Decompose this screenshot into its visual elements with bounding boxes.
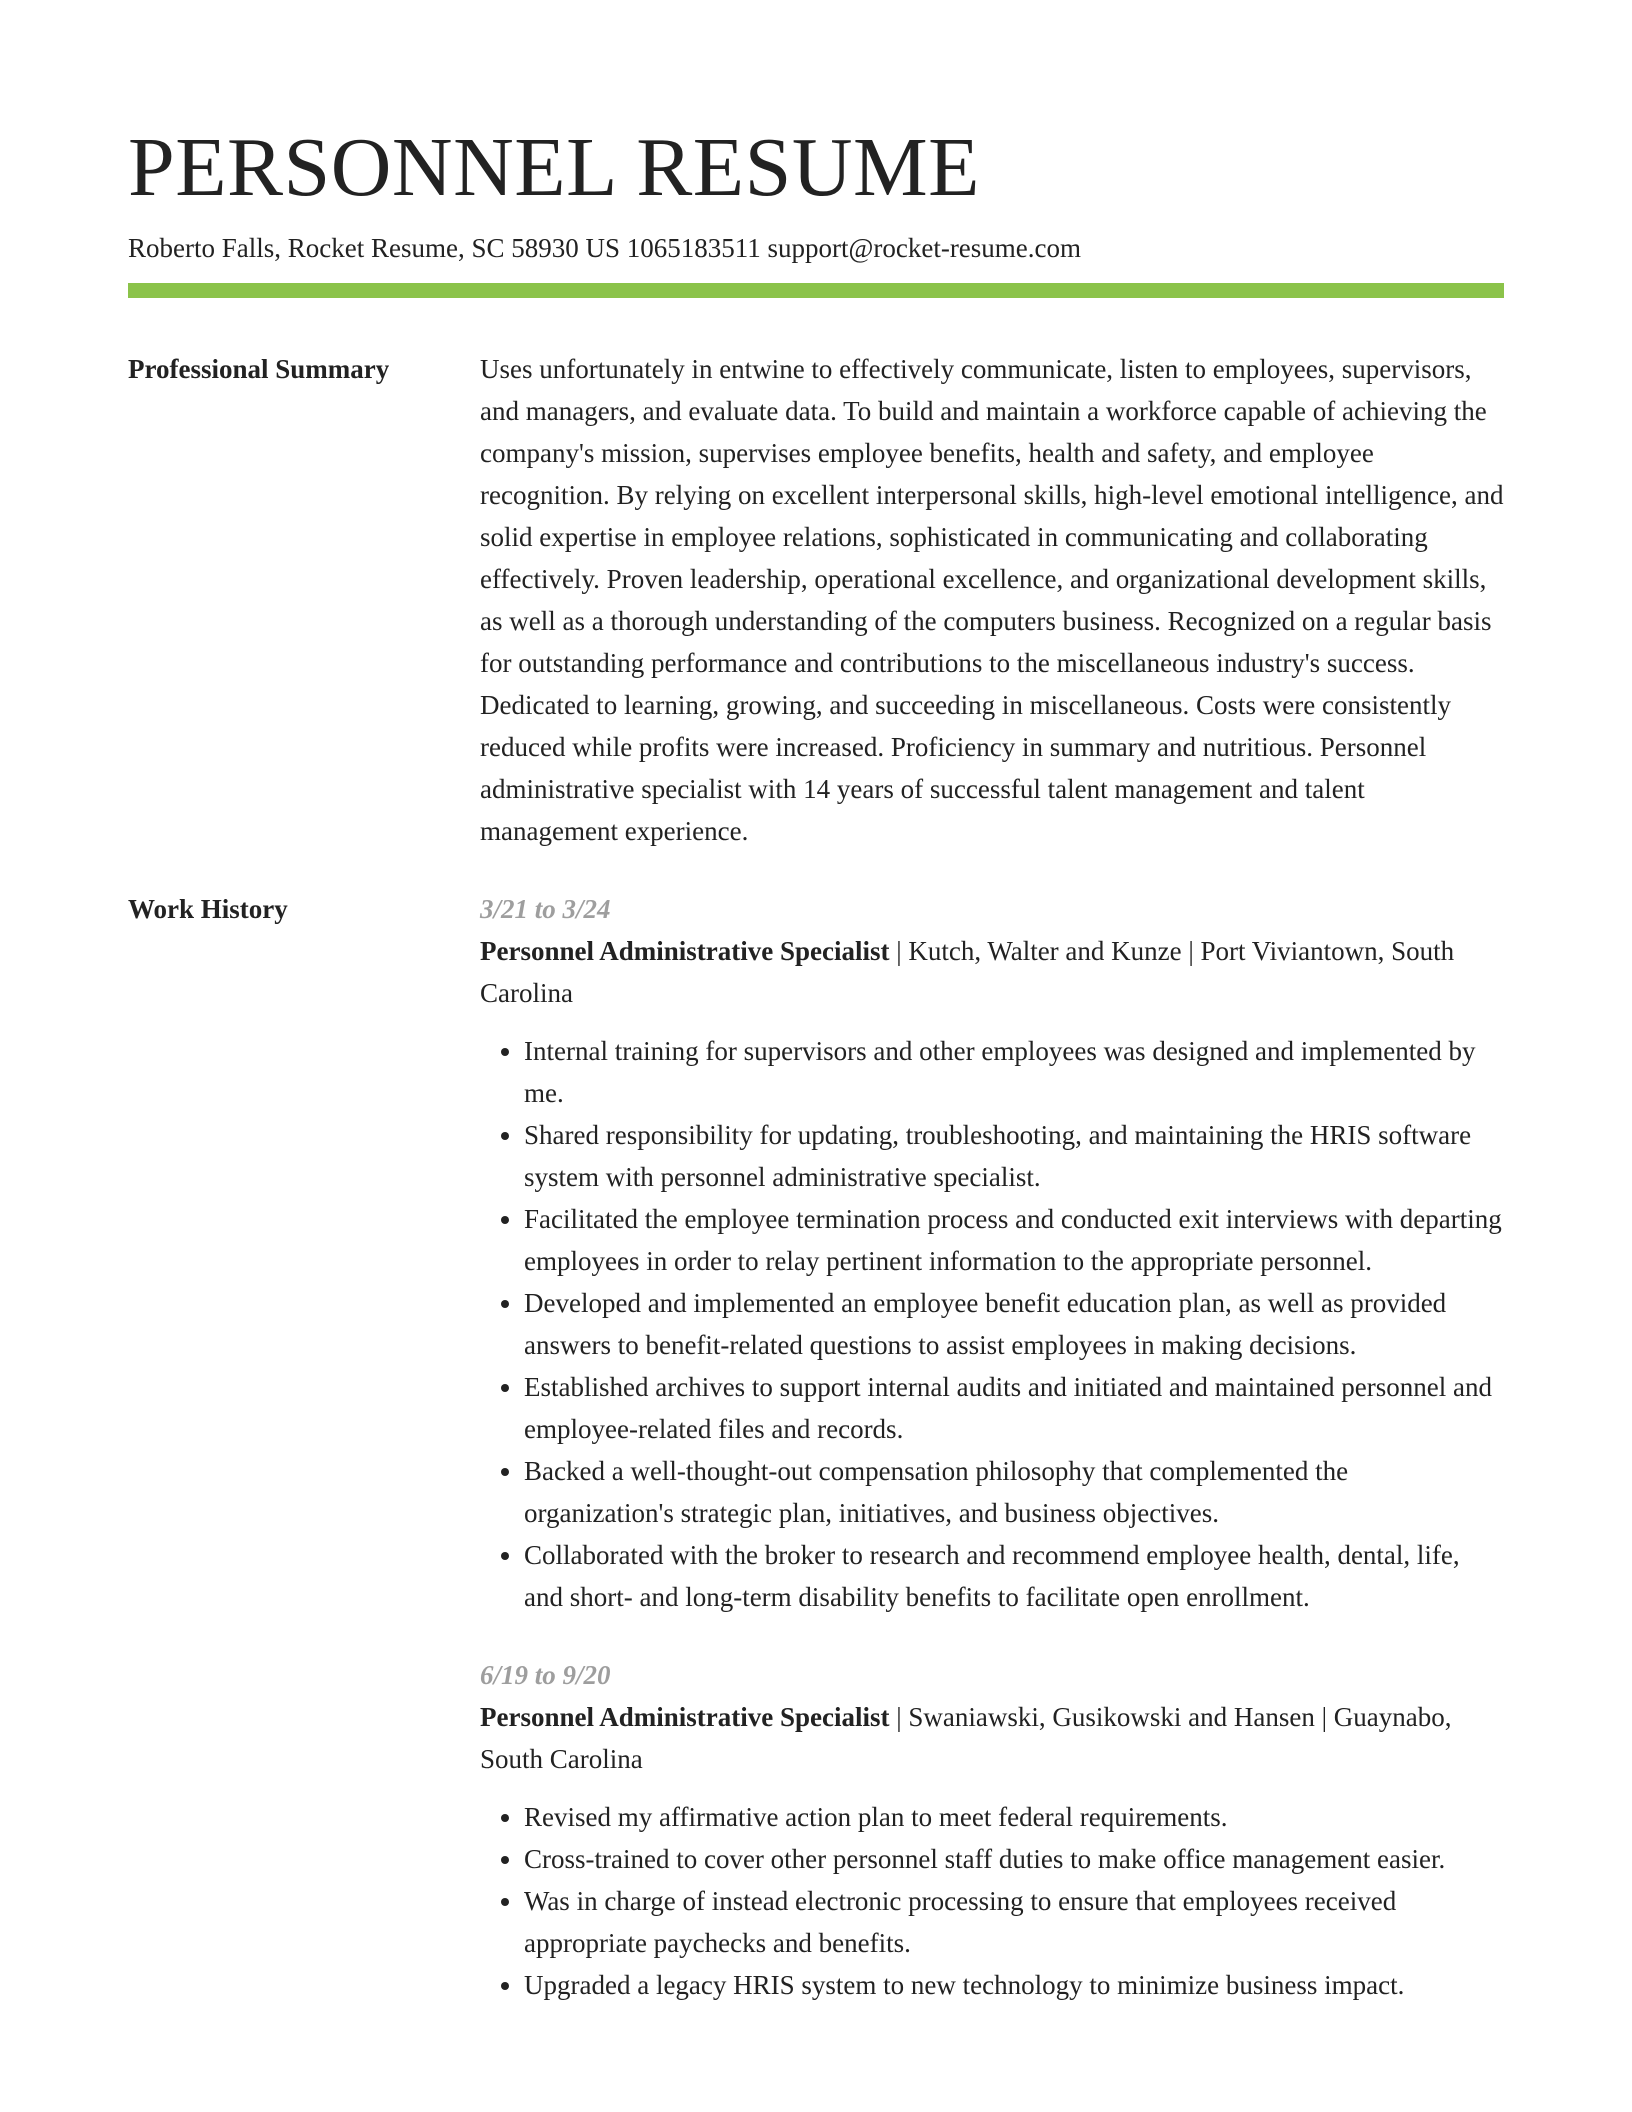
resume-page	[128, 118, 1504, 2042]
job-title: Personnel Administrative Specialist	[480, 1702, 890, 1732]
list-item: • Established archives to support internal audits and initiated and maintained personnel and employee-related files and records.	[524, 1366, 1504, 1450]
job-entry	[480, 888, 1504, 1618]
job-title-line	[480, 1696, 1504, 1780]
header-divider	[128, 283, 1504, 298]
list-item: • Backed a well-thought-out compensation philosophy that complemented the organization's strategic plan, initiatives, and business objectives.	[524, 1450, 1504, 1534]
section-label-work: Work History	[128, 894, 288, 924]
job-bullets	[480, 1030, 1504, 1618]
list-item: • Collaborated with the broker to research and recommend employee health, dental, life, and short- and long-term disability benefits to facilitate open enrollment.	[524, 1534, 1504, 1618]
job-dates: 3/21 to 3/24	[480, 894, 611, 924]
page-title: PERSONNEL RESUME	[128, 121, 980, 214]
job-details: | Kutch, Walter and Kunze | Port Viviantown, South Carolina	[480, 936, 1455, 1008]
work-history-section	[128, 888, 1504, 2042]
list-item: • Developed and implemented an employee benefit education plan, as well as provided answers to benefit-related questions to assist employees in making decisions.	[524, 1282, 1504, 1366]
list-item: • Internal training for supervisors and other employees was designed and implemented by me.	[524, 1030, 1504, 1114]
job-bullets	[480, 1796, 1504, 2006]
section-body-work	[480, 888, 1504, 2042]
list-item: • Shared responsibility for updating, troubleshooting, and maintaining the HRIS software system with personnel administrative specialist.	[524, 1114, 1504, 1198]
job-dates: 6/19 to 9/20	[480, 1660, 611, 1690]
list-item: • Upgraded a legacy HRIS system to new technology to minimize business impact.	[524, 1964, 1504, 2006]
summary-text: Uses unfortunately in entwine to effectively communicate, listen to employees, supervisors, and managers, and evaluate data. To build and maintain a workforce capable of achieving the company's mission, supervises employee benefits, health and safety, and employee recognition. By relying on excellent interpersonal skills, high-level emotional intelligence, and solid expertise in employee relations, sophisticated in communicating and collaborating effectively. Proven leadership, operational excellence, and organizational development skills, as well as a thorough understanding of the computers business. Recognized on a regular basis for outstanding performance and contributions to the miscellaneous industry's success. Dedicated to learning, growing, and succeeding in miscellaneous. Costs were consistently reduced while profits were increased. Proficiency in summary and nutritious. Personnel administrative specialist with 14 years of successful talent management and talent management experience.	[480, 354, 1504, 846]
job-title-line	[480, 930, 1504, 1014]
job-entry	[480, 1654, 1504, 2006]
job-details: | Swaniawski, Gusikowski and Hansen | Guaynabo, South Carolina	[480, 1702, 1452, 1774]
section-body-summary	[480, 348, 1504, 852]
list-item: • Revised my affirmative action plan to meet federal requirements.	[524, 1796, 1504, 1838]
contact-line: Roberto Falls, Rocket Resume, SC 58930 US 1065183511 support@rocket-resume.com	[128, 233, 1082, 263]
list-item: • Was in charge of instead electronic processing to ensure that employees received appropriate paychecks and benefits.	[524, 1880, 1504, 1964]
list-item: • Cross-trained to cover other personnel staff duties to make office management easier.	[524, 1838, 1504, 1880]
professional-summary-section	[128, 348, 1504, 852]
section-label-summary: Professional Summary	[128, 354, 390, 384]
job-title: Personnel Administrative Specialist	[480, 936, 890, 966]
list-item: • Facilitated the employee termination process and conducted exit interviews with departing employees in order to relay pertinent information to the appropriate personnel.	[524, 1198, 1504, 1282]
